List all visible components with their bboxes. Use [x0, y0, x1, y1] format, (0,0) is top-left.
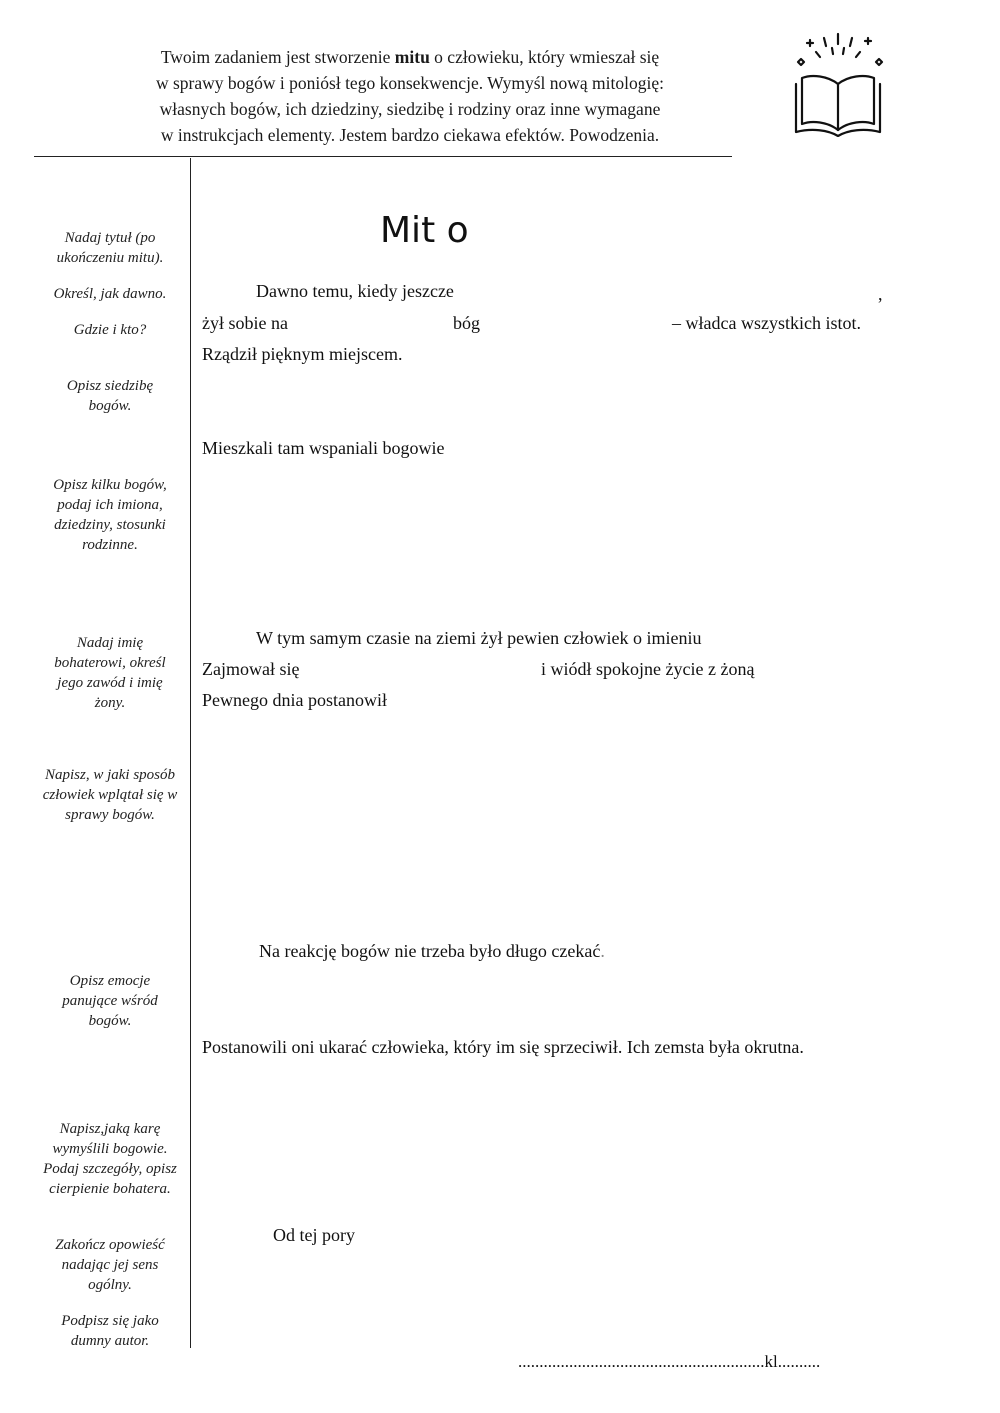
line-once-upon: [256, 279, 842, 304]
hint-line: dumny autor.: [70, 1333, 150, 1349]
intro-line-3: własnych bogów, ich dziedziny, siedzibę i rodziny oraz inne wymagane: [159, 99, 661, 119]
hint-line: cierpienie bohatera.: [49, 1181, 171, 1197]
hint-line: sprawy bogów.: [65, 807, 155, 823]
hint-line: wymyślili bogowie.: [52, 1141, 168, 1157]
line-text: Pewnego dnia postanowił: [202, 690, 387, 710]
hint-line: bogów.: [88, 398, 132, 414]
ending-blank[interactable]: [359, 1223, 823, 1248]
intro-bold-word: mitu: [394, 47, 430, 67]
line-text: Rządził pięknym miejscem.: [202, 344, 403, 364]
hint-where-who: [30, 320, 190, 340]
line-text: W tym samym czasie na ziemi żył pewien człowiek o imieniu: [256, 628, 702, 648]
place-blank[interactable]: [292, 311, 436, 336]
line-occupied: [202, 657, 518, 682]
author-dots[interactable]: ..........................................................: [518, 1352, 765, 1371]
line-text: Na reakcję bogów nie trzeba było długo czekać: [259, 941, 601, 961]
margin-divider: [190, 158, 191, 1348]
title-blank[interactable]: [469, 208, 773, 255]
wife-name-blank[interactable]: [759, 657, 853, 682]
intro-line-2: w sprawy bogów i poniósł tego konsekwencje. Wymyśl nową mitologię:: [155, 73, 664, 93]
line-text: Dawno temu, kiedy jeszcze: [256, 281, 454, 301]
hint-line: Opisz siedzibę: [66, 378, 154, 394]
intro-line-4: w instrukcjach elementy. Jestem bardzo ciekawa efektów. Powodzenia.: [160, 125, 660, 145]
hint-punishment: [30, 1119, 190, 1199]
title-text: Mit o: [380, 210, 469, 251]
hint-line: Opisz emocje: [69, 973, 151, 989]
signature-line[interactable]: [518, 1350, 820, 1374]
line-reaction: [259, 939, 605, 963]
hint-sign: [30, 1311, 190, 1351]
hint-line: Podaj szczegóły, opisz: [43, 1161, 177, 1177]
hint-line: Nadaj imię: [76, 635, 144, 651]
hint-entangled: [30, 765, 190, 825]
abode-blank[interactable]: [407, 342, 851, 367]
line-god: [453, 311, 659, 336]
hint-hero: [30, 633, 190, 713]
line-ruler: – władca wszystkich istot.: [672, 313, 861, 333]
hint-when: [30, 284, 190, 304]
class-dots[interactable]: ..........: [777, 1352, 821, 1371]
intro-line-1: [110, 44, 710, 70]
line-text: bóg: [453, 313, 480, 333]
hint-line: człowiek wplątał się w: [42, 787, 178, 803]
line-ruled: [202, 342, 851, 367]
hint-abode: [30, 376, 190, 416]
hint-title: [30, 228, 190, 268]
comma: ,: [878, 284, 883, 304]
line-punish: Postanowili oni ukarać człowieka, który im się sprzeciwił. Ich zemsta była okrutna.: [202, 1037, 804, 1057]
line-lived-on: [202, 311, 436, 336]
hint-line: jego zawód i imię: [57, 675, 163, 691]
hint-line: panujące wśród: [62, 993, 158, 1009]
line-text: Zajmował się: [202, 659, 300, 679]
hint-emotions: [30, 971, 190, 1031]
header-divider: [34, 156, 732, 157]
line-text: żył sobie na: [202, 313, 288, 333]
story-title: [380, 208, 773, 255]
gods-blank[interactable]: [449, 436, 853, 461]
line-meanwhile: [256, 626, 830, 651]
god-name-blank[interactable]: [485, 311, 659, 336]
line-text: i wiódł spokojne życie z żoną: [541, 659, 755, 679]
line-since-then: [273, 1223, 823, 1248]
class-label: kl: [764, 1352, 778, 1371]
intro-text: o człowieku, który wmieszał się: [429, 47, 660, 67]
hint-line: Napisz, w jaki sposób: [44, 767, 176, 783]
open-book-sparkles-icon: [788, 32, 888, 137]
line-one-day: [202, 688, 835, 713]
hint-line: Gdzie i kto?: [73, 322, 147, 338]
hint-line: dziedziny, stosunki: [54, 517, 166, 533]
hint-line: rodzinne.: [82, 537, 138, 553]
hint-line: bohaterowi, określ: [54, 655, 166, 671]
when-blank[interactable]: [458, 279, 842, 304]
line-text: Mieszkali tam wspaniali bogowie: [202, 438, 445, 458]
hero-name-blank[interactable]: [706, 626, 830, 651]
hint-line: ogólny.: [88, 1277, 132, 1293]
intro-text: Twoim zadaniem jest stworzenie: [160, 47, 395, 67]
hint-line: Określ, jak dawno.: [53, 286, 167, 302]
hint-gods: [30, 475, 190, 555]
period: .: [600, 941, 605, 961]
hint-line: Zakończ opowieść: [55, 1237, 165, 1253]
hint-line: nadając jej sens: [61, 1257, 159, 1273]
occupation-blank[interactable]: [304, 657, 518, 682]
hint-line: Nadaj tytuł (po: [64, 230, 156, 246]
hint-line: Podpisz się jako: [61, 1313, 159, 1329]
hint-line: Opisz kilku bogów,: [53, 477, 167, 493]
line-gods-lived: [202, 436, 853, 461]
line-text: Od tej pory: [273, 1225, 355, 1245]
hint-line: bogów.: [88, 1013, 132, 1029]
intro-instructions: [110, 44, 710, 148]
line-wife: [541, 657, 853, 682]
hint-line: podaj ich imiona,: [57, 497, 163, 513]
hint-line: Napisz,jaką karę: [59, 1121, 161, 1137]
hint-line: ukończeniu mitu).: [56, 250, 164, 266]
hint-ending: [30, 1235, 190, 1295]
hint-line: żony.: [94, 695, 126, 711]
decision-blank[interactable]: [391, 688, 835, 713]
